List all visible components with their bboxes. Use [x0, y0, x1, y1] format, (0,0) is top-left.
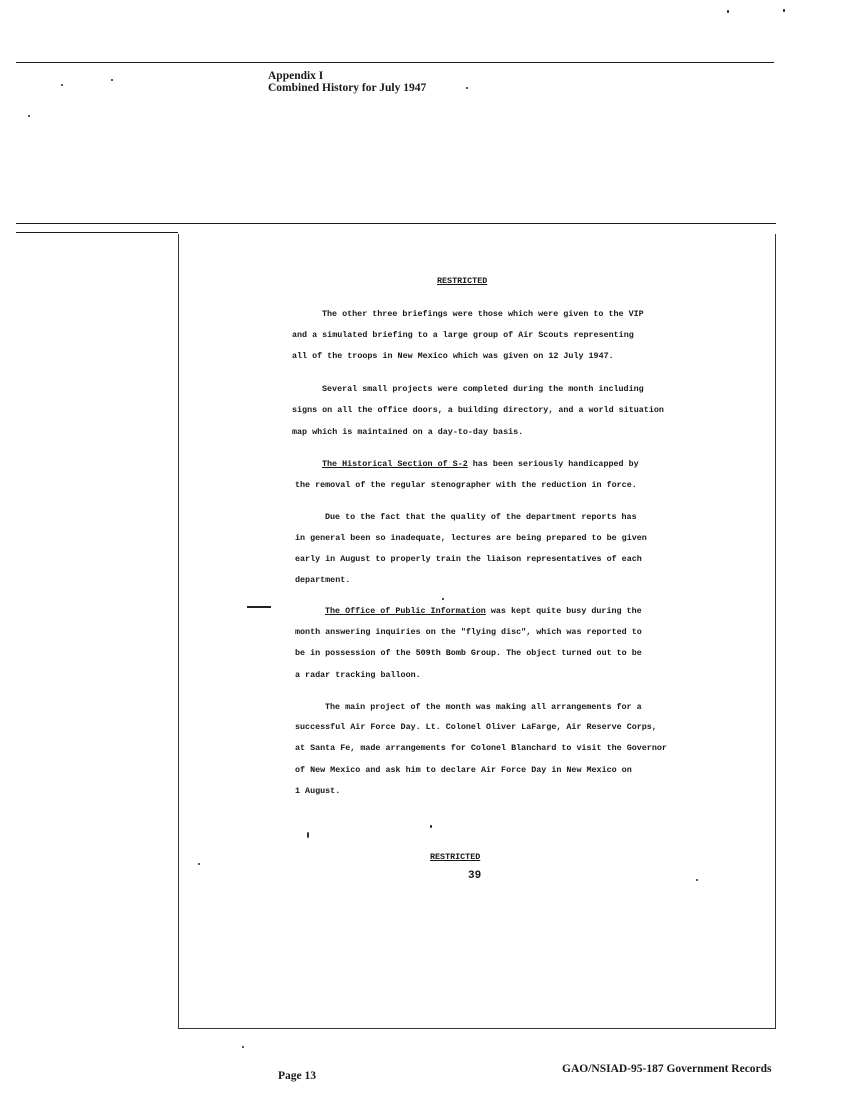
appendix-label: Appendix I: [268, 70, 324, 82]
body-line: The other three briefings were those which were given to the VIP: [322, 309, 644, 319]
middle-rule: [16, 223, 776, 224]
scan-speck: [696, 879, 698, 881]
page-number: Page 13: [278, 1070, 317, 1082]
body-line: at Santa Fe, made arrangements for Colonel Blanchard to visit the Governor: [295, 743, 667, 753]
scan-speck: [430, 825, 432, 828]
top-rule: [16, 62, 774, 63]
body-line: the removal of the regular stenographer with the reduction in force.: [295, 480, 637, 490]
scan-speck: [28, 115, 30, 117]
body-line: department.: [295, 575, 351, 585]
historical-section-line: [322, 459, 639, 469]
scan-speck: [442, 598, 444, 600]
body-line: a radar tracking balloon.: [295, 670, 421, 680]
body-line-fragment: has been seriously handicapped by: [472, 459, 639, 469]
body-line: all of the troops in New Mexico which was given on 12 July 1947.: [292, 351, 614, 361]
report-identifier: GAO/NSIAD-95-187 Government Records: [562, 1063, 772, 1075]
body-line: successful Air Force Day. Lt. Colonel Oliver LaFarge, Air Reserve Corps,: [295, 722, 657, 732]
classification-top: RESTRICTED: [437, 276, 488, 286]
document-page-number: 39: [468, 870, 482, 882]
body-line: 1 August.: [295, 786, 341, 796]
scan-speck: [466, 87, 468, 89]
scan-speck: [111, 79, 113, 81]
body-line: of New Mexico and ask him to declare Air Force Day in New Mexico on: [295, 765, 632, 775]
body-line: and a simulated briefing to a large group of Air Scouts representing: [292, 330, 634, 340]
scan-speck: [61, 84, 63, 86]
body-line: The main project of the month was making all arrangements for a: [325, 702, 642, 712]
scan-speck: [727, 10, 729, 13]
body-line: be in possession of the 509th Bomb Group. The object turned out to be: [295, 648, 642, 658]
margin-mark: [247, 606, 271, 608]
classification-bottom: RESTRICTED: [430, 852, 481, 862]
body-line-fragment: was kept quite busy during the: [490, 606, 642, 616]
body-line: Several small projects were completed during the month including: [322, 384, 644, 394]
scan-speck: [198, 863, 200, 865]
history-title: Combined History for July 1947: [268, 82, 427, 94]
public-information-heading: The Office of Public Information: [325, 606, 486, 616]
body-line: in general been so inadequate, lectures are being prepared to be given: [295, 533, 647, 543]
scan-speck: [242, 1046, 244, 1048]
historical-section-heading: The Historical Section of S-2: [322, 459, 468, 469]
body-line: Due to the fact that the quality of the department reports has: [325, 512, 637, 522]
public-information-line: [325, 606, 642, 616]
scan-speck: [307, 832, 309, 838]
body-line: signs on all the office doors, a building directory, and a world situation: [292, 405, 664, 415]
body-line: early in August to properly train the liaison representatives of each: [295, 554, 642, 564]
left-rule: [16, 232, 178, 233]
body-line: month answering inquiries on the "flying disc", which was reported to: [295, 627, 642, 637]
body-line: map which is maintained on a day-to-day basis.: [292, 427, 524, 437]
scan-speck: [783, 9, 785, 12]
